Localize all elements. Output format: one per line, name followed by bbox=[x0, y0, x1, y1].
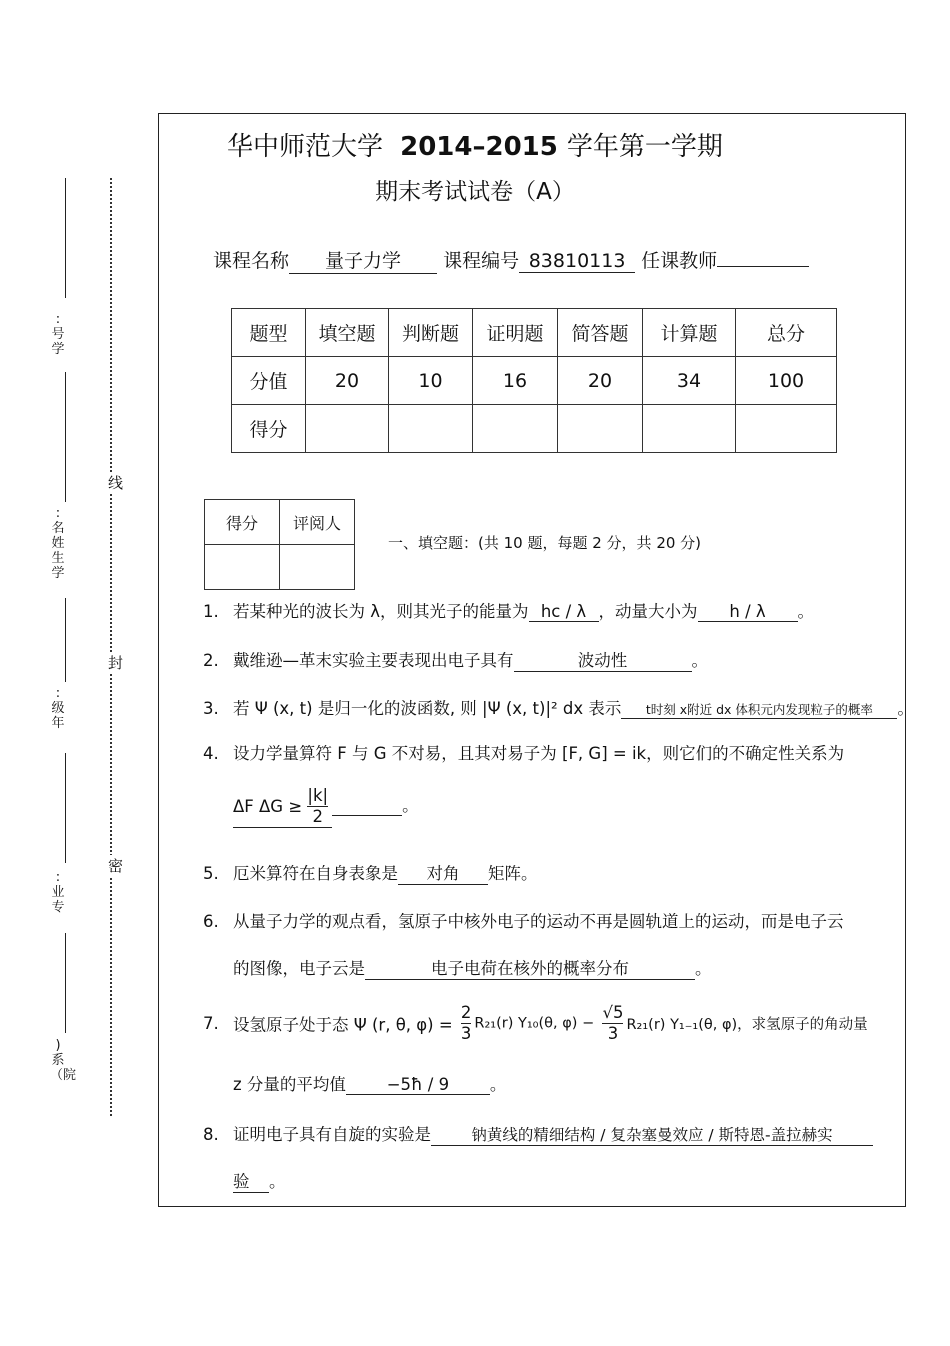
binding-line-4 bbox=[65, 753, 66, 863]
table-row: 题型 填空题 判断题 证明题 简答题 计算题 总分 bbox=[232, 309, 837, 357]
grader-table: 得分 评阅人 bbox=[204, 499, 355, 590]
table-row: 得分 bbox=[232, 405, 837, 453]
binding-line-5 bbox=[65, 933, 66, 1033]
student-name-label: :名姓生学 bbox=[51, 506, 65, 581]
exam-title-line1: 华中师范大学 2014–2015 学年第一学期 bbox=[227, 132, 723, 162]
course-name-field: 量子力学 bbox=[289, 246, 437, 274]
course-code-field: 83810113 bbox=[519, 250, 635, 273]
binding-line-3 bbox=[65, 598, 66, 682]
question-8: 8. 证明电子具有自旋的实验是 钠黄线的精细结构 / 复杂塞曼效应 / 斯特恩-盖拉赫实 bbox=[203, 1121, 873, 1146]
question-6-line2: 的图像，电子云是 电子电荷在核外的概率分布 。 bbox=[233, 955, 712, 980]
seal-char-seal: 封 bbox=[108, 654, 124, 672]
major-label: :业专 bbox=[51, 870, 65, 915]
seal-dotted-line bbox=[110, 178, 112, 1116]
question-4: 4. 设力学量算符 F 与 G 不对易，且其对易子为 [F, G] = ik，则它们的不确定性关系为 bbox=[203, 744, 845, 763]
student-id-label: :号学 bbox=[51, 312, 65, 357]
question-4-answer: ΔF ΔG ≥ $\frac{|k|}{2}$ 。 bbox=[233, 786, 419, 826]
question-3: 3. 若 Ψ (x, t) 是归一化的波函数, 则 |Ψ (x, t)|² dx 表示 t时刻 x附近 dx 体积元内发现粒子的概率 。 bbox=[203, 699, 914, 718]
question-7: 7. 设氢原子处于态 Ψ (r, θ, φ) = $\frac{2}{3}$ R₂₁(r) Y₁₀(θ, φ) − $\frac{√5}{3}$ R₂₁(r) Y₁₋₁(θ, φ)，求氢原子的角动量 bbox=[203, 1003, 868, 1043]
question-7-line2: z 分量的平均值 −5ħ / 9 。 bbox=[233, 1075, 507, 1094]
question-1: 1. 若某种光的波长为 λ，则其光子的能量为 hc / λ ，动量大小为 h / λ 。 bbox=[203, 602, 815, 621]
course-info: 课程名称 量子力学 课程编号 83810113 任课教师 bbox=[213, 246, 809, 274]
exam-title-line2: 期末考试试卷（A） bbox=[375, 179, 575, 205]
question-6: 6. 从量子力学的观点看，氢原子中核外电子的运动不再是圆轨道上的运动，而是电子云 bbox=[203, 912, 844, 931]
table-row: 分值 20 10 16 20 34 100 bbox=[232, 357, 837, 405]
grade-label: :级年 bbox=[51, 686, 65, 731]
question-8-line2: 验 。 bbox=[233, 1168, 286, 1193]
question-5: 5. 厄米算符在自身表象是 对角 矩阵。 bbox=[203, 860, 538, 885]
binding-line-2 bbox=[65, 372, 66, 502]
section-title: 一、填空题：(共 10 题，每题 2 分，共 20 分) bbox=[388, 534, 702, 552]
teacher-field bbox=[717, 266, 809, 267]
question-2: 2. 戴维逊—革末实验主要表现出电子具有 波动性 。 bbox=[203, 647, 708, 672]
department-label: )系（院 bbox=[50, 1038, 77, 1083]
seal-char-line: 线 bbox=[108, 474, 124, 492]
score-table bbox=[231, 308, 837, 453]
seal-char-secret: 密 bbox=[108, 857, 124, 875]
